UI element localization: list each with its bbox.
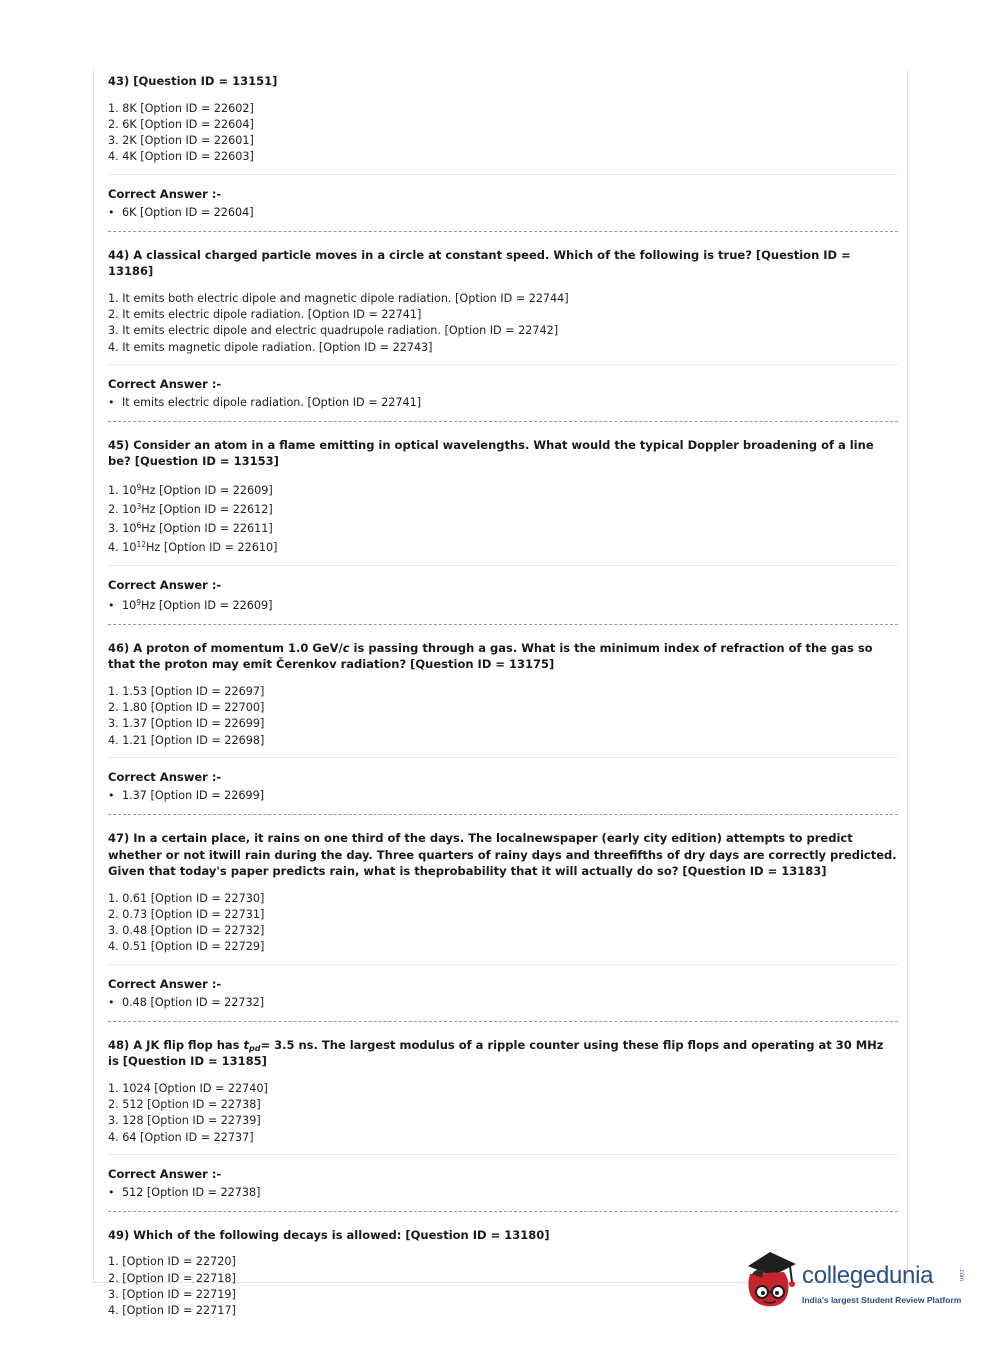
question-title: 44) A classical charged particle moves in a circle at constant speed. Which of the following is true? [Question ID = 13186] xyxy=(108,247,851,279)
option-item: 1. 0.61 [Option ID = 22730] xyxy=(108,891,265,905)
correct-answer-text: 1.37 [Option ID = 22699] xyxy=(122,789,265,803)
option-exponent: 6 xyxy=(136,520,142,530)
correct-answer-text: Hz [Option ID = 22609] xyxy=(141,598,273,612)
correct-answer xyxy=(108,597,898,614)
question-48 xyxy=(108,1022,898,1212)
option-exponent: 12 xyxy=(136,539,147,549)
option-item: 4. It emits magnetic dipole radiation. [Option ID = 22743] xyxy=(108,340,433,354)
question-title: 49) Which of the following decays is allowed: [Question ID = 13180] xyxy=(108,1227,550,1242)
question-title: 45) Consider an atom in a flame emitting in optical wavelengths. What would the typical Doppler broadening of a line be? [Question ID = 13153] xyxy=(108,437,874,469)
option-item: 1. 1024 [Option ID = 22740] xyxy=(108,1081,268,1095)
answer-section xyxy=(108,1155,898,1211)
question-text: = 3.5 ns. The largest modulus of a ripple counter using these flip flops and operating at 30 MHz is [Question ID = 13185] xyxy=(108,1037,884,1069)
option-item: 4. 0.51 [Option ID = 22729] xyxy=(108,940,265,954)
speed-of-light-symbol: c xyxy=(342,640,350,655)
question-section xyxy=(108,72,898,175)
option-list xyxy=(108,684,898,749)
correct-answer-label: Correct Answer :- xyxy=(108,770,222,785)
option-item: 2. 0.73 [Option ID = 22731] xyxy=(108,907,265,921)
correct-answer-text: 10 xyxy=(122,598,137,612)
tpd-symbol: t xyxy=(243,1037,250,1052)
question-44 xyxy=(108,232,898,422)
question-text: is passing through a gas. What is the minimum index of refraction of the gas so that the proton may emit Čerenkov radiation? [Question ID = 13175] xyxy=(108,640,873,672)
question-43 xyxy=(108,72,898,232)
option-item: 1. 1.53 [Option ID = 22697] xyxy=(108,684,265,698)
tpd-subscript: pd xyxy=(249,1043,261,1053)
mascot-icon xyxy=(740,1248,802,1316)
option-item: 3. 0.48 [Option ID = 22732] xyxy=(108,924,265,938)
answer-exponent: 9 xyxy=(136,597,142,607)
question-46 xyxy=(108,625,898,815)
option-item xyxy=(108,519,898,538)
option-item: 4. [Option ID = 22717] xyxy=(108,1304,236,1318)
option-text: 3. 10 xyxy=(108,521,137,535)
option-item: 4. 64 [Option ID = 22737] xyxy=(108,1130,254,1144)
question-title: 43) [Question ID = 13151] xyxy=(108,74,278,88)
option-item: 4. 4K [Option ID = 22603] xyxy=(108,150,254,164)
question-title xyxy=(108,639,898,673)
question-45 xyxy=(108,422,898,625)
option-list xyxy=(108,481,898,557)
question-list xyxy=(108,72,898,1320)
question-section xyxy=(108,815,898,965)
bullet-icon: • xyxy=(108,995,115,1009)
question-title: 47) In a certain place, it rains on one third of the days. The localnewspaper (early city edition) attempts to predict whether or not itwill rain during the day. Three quarters of rainy days and threefifths of dry days are correctly predicted. Given that today's paper predicts rain, what is theprobability that it will actually do so? [Question ID = 13183] xyxy=(108,831,897,879)
option-text: 2. 10 xyxy=(108,502,137,516)
correct-answer xyxy=(108,787,898,804)
option-text: Hz [Option ID = 22609] xyxy=(141,483,273,497)
question-section xyxy=(108,1022,898,1155)
option-list xyxy=(108,291,898,356)
correct-answer-text: 0.48 [Option ID = 22732] xyxy=(122,995,265,1009)
logo-tagline: India's largest Student Review Platform xyxy=(802,1295,962,1305)
option-item: 3. [Option ID = 22719] xyxy=(108,1288,236,1302)
option-item: 2. 512 [Option ID = 22738] xyxy=(108,1098,261,1112)
bullet-icon: • xyxy=(108,205,115,219)
option-item: 3. 128 [Option ID = 22739] xyxy=(108,1114,261,1128)
question-section xyxy=(108,422,898,566)
question-text: 46) A proton of momentum 1.0 GeV/ xyxy=(108,640,343,655)
option-text: Hz [Option ID = 22611] xyxy=(141,521,273,535)
question-text: 48) A JK flip flop has xyxy=(108,1037,244,1052)
correct-answer xyxy=(108,394,898,411)
bullet-icon: • xyxy=(108,1185,115,1199)
correct-answer xyxy=(108,204,898,221)
correct-answer-text: 512 [Option ID = 22738] xyxy=(122,1185,261,1199)
option-item: 3. 2K [Option ID = 22601] xyxy=(108,134,254,148)
option-item xyxy=(108,500,898,519)
option-item: 2. It emits electric dipole radiation. [Option ID = 22741] xyxy=(108,307,422,321)
question-section xyxy=(108,625,898,758)
correct-answer-label: Correct Answer :- xyxy=(108,1166,222,1181)
option-item: 2. [Option ID = 22718] xyxy=(108,1271,236,1285)
correct-answer-label: Correct Answer :- xyxy=(108,577,222,592)
bullet-icon: • xyxy=(108,395,115,409)
answer-section xyxy=(108,758,898,814)
option-item xyxy=(108,538,898,557)
option-list xyxy=(108,1081,898,1146)
option-item: 1. 8K [Option ID = 22602] xyxy=(108,101,254,115)
answer-section xyxy=(108,365,898,421)
bullet-icon: • xyxy=(108,789,115,803)
option-list xyxy=(108,101,898,166)
option-item xyxy=(108,481,898,500)
correct-answer-text: 6K [Option ID = 22604] xyxy=(122,205,254,219)
correct-answer xyxy=(108,994,898,1011)
answer-section xyxy=(108,175,898,231)
bullet-icon: • xyxy=(108,598,115,612)
option-item: 2. 1.80 [Option ID = 22700] xyxy=(108,701,265,715)
option-item: 1. It emits both electric dipole and magnetic dipole radiation. [Option ID = 22744] xyxy=(108,291,569,305)
option-item: 4. 1.21 [Option ID = 22698] xyxy=(108,733,265,747)
answer-section xyxy=(108,566,898,624)
option-item: 1. [Option ID = 22720] xyxy=(108,1255,236,1269)
option-item: 2. 6K [Option ID = 22604] xyxy=(108,117,254,131)
logo-com: .com xyxy=(958,1268,964,1282)
question-title xyxy=(108,1036,898,1070)
correct-answer xyxy=(108,1184,898,1201)
correct-answer-label: Correct Answer :- xyxy=(108,976,222,991)
option-text: Hz [Option ID = 22612] xyxy=(141,502,273,516)
option-text: Hz [Option ID = 22610] xyxy=(146,540,278,554)
option-list xyxy=(108,891,898,956)
correct-answer-text: It emits electric dipole radiation. [Option ID = 22741] xyxy=(122,395,422,409)
option-exponent: 9 xyxy=(136,482,142,492)
option-item: 3. 1.37 [Option ID = 22699] xyxy=(108,717,265,731)
question-47 xyxy=(108,815,898,1022)
correct-answer-label: Correct Answer :- xyxy=(108,186,222,201)
option-text: 4. 10 xyxy=(108,540,137,554)
correct-answer-label: Correct Answer :- xyxy=(108,376,222,391)
option-exponent: 3 xyxy=(136,501,142,511)
logo-wordmark: collegedunia xyxy=(802,1262,934,1289)
collegedunia-logo xyxy=(740,1248,970,1316)
answer-section xyxy=(108,965,898,1021)
option-item: 3. It emits electric dipole and electric quadrupole radiation. [Option ID = 22742] xyxy=(108,324,559,338)
question-section xyxy=(108,232,898,365)
option-text: 1. 10 xyxy=(108,483,137,497)
